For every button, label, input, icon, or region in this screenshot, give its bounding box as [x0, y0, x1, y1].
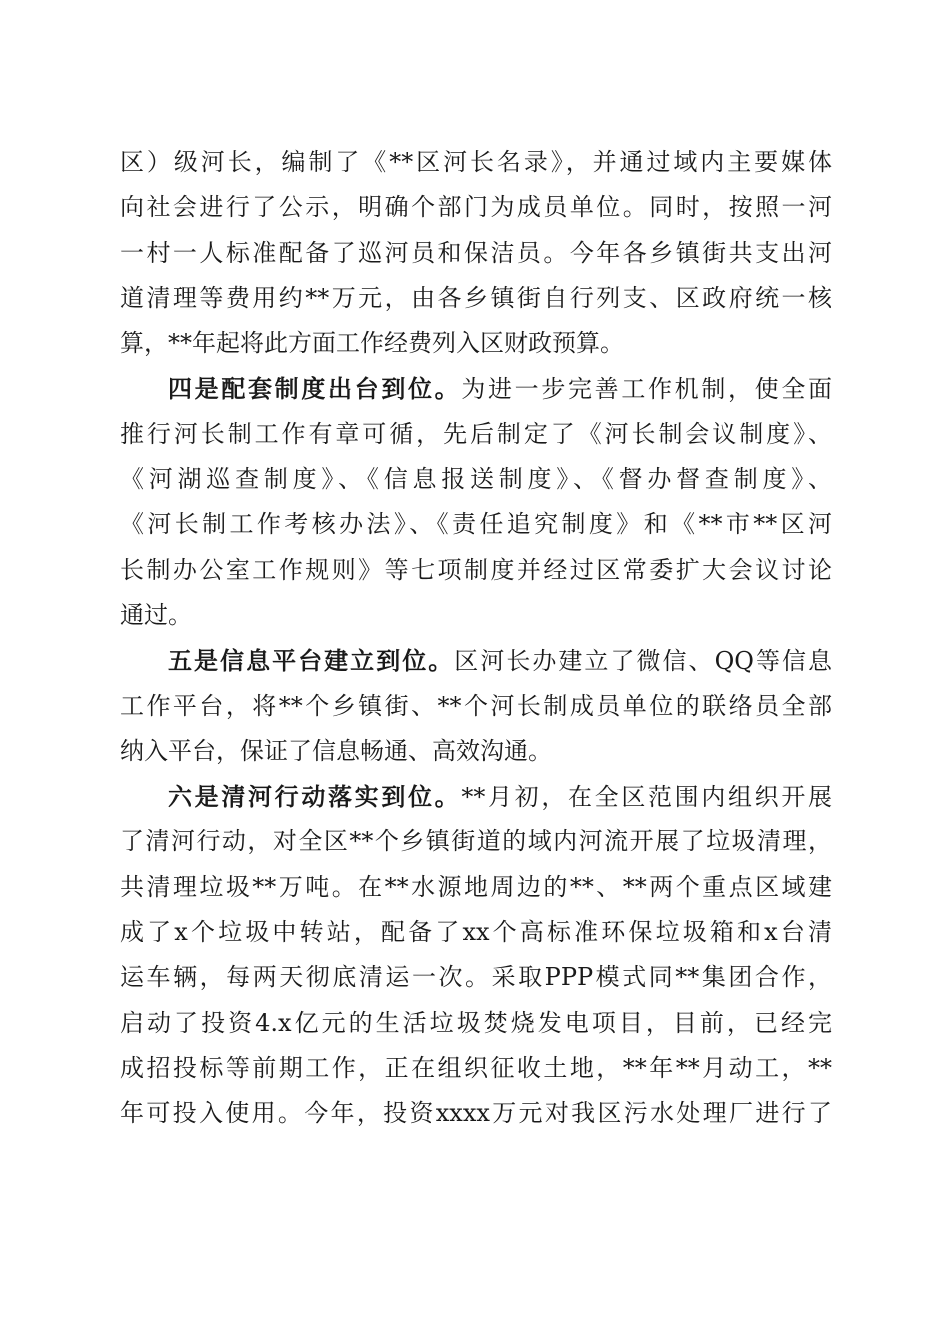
paragraph-4-first-text: 为进一步完善工作机制，使全面	[461, 375, 833, 404]
text-line: 通过。	[120, 600, 192, 629]
text-line: 共清理垃圾**万吨。在**水源地周边的**、**两个重点区域建	[120, 872, 832, 901]
text-line: 向社会进行了公示，明确个部门为成员单位。同时，按照一河	[120, 193, 832, 222]
paragraph-4-heading: 四是配套制度出台到位。	[168, 374, 462, 404]
text-line: 长制办公室工作规则》等七项制度并经过区常委扩大会议讨论	[120, 555, 832, 584]
text-line: 成了x个垃圾中转站，配备了xx个高标准环保垃圾箱和x台清	[120, 918, 832, 947]
paragraph-5-first-line	[120, 638, 832, 683]
text-line: 了清河行动，对全区**个乡镇街道的域内河流开展了垃圾清理，	[120, 827, 832, 856]
text-line: 纳入平台，保证了信息畅通、高效沟通。	[120, 736, 552, 765]
text-line: 一村一人标准配备了巡河员和保洁员。今年各乡镇街共支出河	[120, 238, 832, 267]
text-line: 推行河长制工作有章可循，先后制定了《河长制会议制度》、	[120, 419, 832, 448]
text-line: 成招投标等前期工作，正在组织征收土地，**年**月动工，**	[120, 1053, 832, 1082]
text-line: 《河湖巡查制度》、《信息报送制度》、《督办督查制度》、	[120, 465, 832, 494]
text-line: 启动了投资4.x亿元的生活垃圾焚烧发电项目，目前，已经完	[120, 1008, 832, 1037]
text-line: 运车辆，每两天彻底清运一次。采取PPP模式同**集团合作，	[120, 963, 832, 992]
paragraph-6-first-text: **月初，在全区范围内组织开展	[461, 783, 833, 812]
text-line: 区）级河长，编制了《**区河长名录》，并通过域内主要媒体	[120, 148, 832, 176]
text-line: 算，**年起将此方面工作经费列入区财政预算。	[120, 329, 624, 358]
text-line: 年可投入使用。今年，投资xxxx万元对我区污水处理厂进行了	[120, 1099, 832, 1128]
paragraph-4-first-line	[120, 366, 832, 411]
text-line: 工作平台，将**个乡镇街、**个河长制成员单位的联络员全部	[120, 691, 832, 720]
text-line: 道清理等费用约**万元，由各乡镇街自行列支、区政府统一核	[120, 283, 832, 312]
paragraph-5-heading: 五是信息平台建立到位。	[168, 646, 455, 676]
text-line: 《河长制工作考核办法》、《责任追究制度》和《**市**区河	[120, 510, 832, 539]
paragraph-6-heading: 六是清河行动落实到位。	[168, 782, 462, 812]
paragraph-6-first-line	[120, 774, 832, 819]
document-body	[120, 140, 832, 1137]
paragraph-5-first-text: 区河长办建立了微信、QQ等信息	[454, 647, 832, 676]
